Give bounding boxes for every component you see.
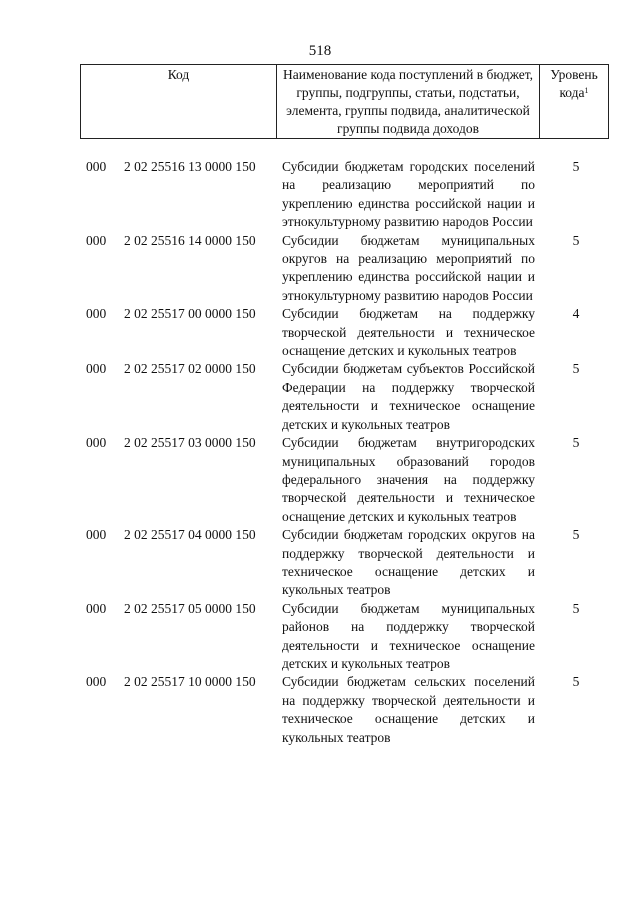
row-level: 5 [572, 159, 580, 174]
row-code: 2 02 25517 10 0000 150 [124, 674, 256, 690]
row-group: 000 [86, 232, 107, 248]
row-level: 5 [572, 232, 580, 248]
row-name: Субсидии бюджетам муниципальных округов на реализацию мероприятий по укреплению единства российской нации и этнокультурному развитию народов России [282, 232, 535, 303]
row-level: 5 [572, 361, 580, 377]
header-code: Код [81, 65, 277, 138]
row-name: Субсидии бюджетам городских поселений на реализацию мероприятий по укреплению единства российской нации и этнокультурному развитию народов России [282, 159, 535, 230]
row-name: Субсидии бюджетам муниципальных районов на поддержку творческой деятельности и техническое оснащение детских и кукольных театров [282, 600, 535, 671]
table-body [0, 158, 640, 747]
row-code: 2 02 25517 04 0000 150 [124, 527, 256, 543]
row-code: 2 02 25517 05 0000 150 [124, 600, 256, 616]
row-group: 000 [86, 159, 107, 174]
row-name: Субсидии бюджетам сельских поселений на поддержку творческой деятельности и техническое оснащение детских и кукольных театров [282, 674, 535, 745]
row-level: 5 [572, 600, 580, 616]
row-group: 000 [86, 306, 107, 322]
row-name: Субсидии бюджетам на поддержку творческой деятельности и техническое оснащение детских и кукольных театров [282, 306, 535, 359]
table-row [0, 232, 640, 306]
table-row [0, 673, 640, 747]
row-group: 000 [86, 674, 107, 690]
row-code: 2 02 25516 14 0000 150 [124, 232, 256, 248]
table-row [0, 526, 640, 600]
row-code: 2 02 25516 13 0000 150 [124, 159, 256, 174]
header-level-footnote: 1 [584, 86, 589, 95]
table-row [0, 360, 640, 434]
table-row [0, 600, 640, 674]
header-level-label: Уровень кода [550, 67, 598, 100]
row-level: 5 [572, 674, 580, 690]
table-row [0, 158, 640, 232]
row-code: 2 02 25517 02 0000 150 [124, 361, 256, 377]
row-level: 5 [572, 435, 580, 451]
table-header [80, 64, 609, 139]
row-name: Субсидии бюджетам городских округов на поддержку творческой деятельности и техническое оснащение детских и кукольных театров [282, 527, 535, 598]
page-number: 518 [308, 43, 332, 59]
row-code: 2 02 25517 03 0000 150 [124, 435, 256, 451]
row-group: 000 [86, 361, 107, 377]
header-name: Наименование кода поступлений в бюджет, группы, подгруппы, статьи, подстатьи, элемента, группы подвида, аналитической группы подвида доходов [277, 65, 540, 138]
table-row [0, 305, 640, 360]
table-row [0, 434, 640, 526]
row-name: Субсидии бюджетам внутригородских муниципальных образований городов федерального значения на поддержку творческой деятельности и техническое оснащение детских и кукольных театров [282, 435, 535, 524]
row-group: 000 [86, 435, 107, 451]
row-group: 000 [86, 527, 107, 543]
row-group: 000 [86, 600, 107, 616]
row-code: 2 02 25517 00 0000 150 [124, 306, 256, 322]
row-level: 4 [572, 306, 580, 322]
row-name: Субсидии бюджетам субъектов Российской Федерации на поддержку творческой деятельности и техническое оснащение детских и кукольных театров [282, 361, 535, 432]
header-level [540, 65, 608, 138]
row-level: 5 [572, 527, 580, 543]
